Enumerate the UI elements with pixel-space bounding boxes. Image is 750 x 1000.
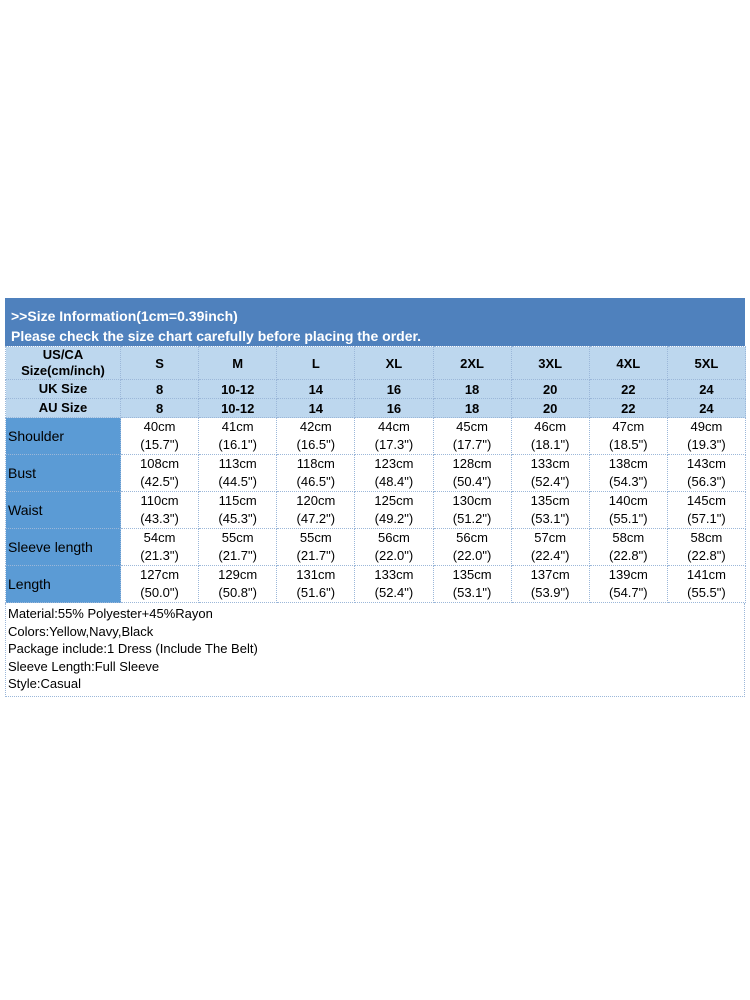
product-notes (5, 603, 745, 697)
measurement-cell (589, 529, 667, 566)
measurement-cell (121, 566, 199, 603)
inch-value: (56.3") (687, 474, 726, 489)
us-size-cell: 4XL (589, 347, 667, 380)
au-size-cell: 16 (355, 399, 433, 418)
cm-value: 118cm (296, 456, 335, 471)
measurement-cell (121, 418, 199, 455)
au-size-cell: 8 (121, 399, 199, 418)
inch-value: (53.1") (452, 585, 492, 600)
measurement-cell (355, 492, 433, 529)
inch-value: (44.5") (218, 474, 257, 489)
note-style: Style:Casual (8, 676, 81, 691)
measurement-cell (667, 418, 745, 455)
measurement-cell (433, 529, 511, 566)
inch-value: (57.1") (687, 511, 726, 526)
inch-value: (54.7") (609, 585, 648, 600)
note-material: Material:55% Polyester+45%Rayon (8, 606, 213, 621)
inch-value: (48.4") (374, 474, 414, 489)
inch-value: (19.3") (687, 437, 726, 452)
inch-value: (52.4") (374, 585, 414, 600)
measurement-cell (433, 418, 511, 455)
measurement-cell (277, 455, 355, 492)
au-size-cell: 10-12 (199, 399, 277, 418)
inch-value: (55.1") (609, 511, 648, 526)
inch-value: (21.7") (296, 548, 336, 563)
measurement-cell (121, 455, 199, 492)
us-size-label (6, 347, 121, 380)
measurement-cell (355, 529, 433, 566)
measurement-cell (199, 492, 277, 529)
uk-size-row (6, 380, 746, 399)
measurement-cell (199, 566, 277, 603)
au-size-cell: 24 (667, 399, 745, 418)
uk-size-cell: 14 (277, 380, 355, 399)
measurement-cell (433, 566, 511, 603)
measurement-label: Waist (6, 492, 121, 529)
cm-value: 58cm (690, 530, 723, 545)
au-size-cell: 14 (277, 399, 355, 418)
us-size-cell: L (277, 347, 355, 380)
inch-value: (52.4") (530, 474, 570, 489)
inch-value: (54.3") (609, 474, 648, 489)
measurement-cell (433, 492, 511, 529)
header-title: >>Size Information(1cm=0.39inch) (11, 308, 238, 324)
us-label-line2: Size(cm/inch) (21, 363, 105, 378)
measurement-cell (199, 455, 277, 492)
inch-value: (21.7") (218, 548, 257, 563)
cm-value: 54cm (143, 530, 176, 545)
inch-value: (46.5") (296, 474, 336, 489)
us-size-cell: XL (355, 347, 433, 380)
inch-value: (51.2") (452, 511, 492, 526)
measurement-row (6, 418, 746, 455)
note-sleeve-length: Sleeve Length:Full Sleeve (8, 658, 160, 674)
inch-value: (50.8") (218, 585, 257, 600)
cm-value: 129cm (218, 567, 258, 582)
measurement-cell (589, 455, 667, 492)
measurement-cell (511, 566, 589, 603)
inch-value: (53.9") (530, 585, 570, 600)
uk-size-cell: 20 (511, 380, 589, 399)
uk-size-cell: 24 (667, 380, 745, 399)
inch-value: (51.6") (296, 585, 336, 600)
uk-size-cell: 10-12 (199, 380, 277, 399)
inch-value: (42.5") (140, 474, 179, 489)
measurement-cell (589, 566, 667, 603)
size-info-header (5, 298, 745, 346)
inch-value: (18.5") (609, 437, 648, 452)
measurement-cell (277, 566, 355, 603)
measurement-cell (199, 418, 277, 455)
measurement-cell (355, 418, 433, 455)
au-size-cell: 20 (511, 399, 589, 418)
uk-size-label: UK Size (6, 380, 121, 399)
measurement-label: Bust (6, 455, 121, 492)
inch-value: (47.2") (296, 511, 336, 526)
cm-value: 133cm (530, 456, 570, 471)
cm-value: 47cm (612, 419, 645, 434)
measurement-cell (433, 455, 511, 492)
cm-value: 57cm (534, 530, 567, 545)
measurement-cell (355, 566, 433, 603)
cm-value: 41cm (221, 419, 254, 434)
measurement-cell (355, 455, 433, 492)
note-package: Package include:1 Dress (Include The Belt) (8, 641, 258, 656)
measurement-cell (199, 529, 277, 566)
uk-size-cell: 18 (433, 380, 511, 399)
measurement-label: Sleeve length (6, 529, 121, 566)
inch-value: (22.8") (609, 548, 648, 563)
measurement-cell (667, 455, 745, 492)
cm-value: 55cm (221, 530, 254, 545)
cm-value: 128cm (452, 456, 492, 471)
cm-value: 42cm (299, 419, 332, 434)
measurement-row (6, 492, 746, 529)
cm-value: 45cm (456, 419, 488, 434)
us-size-cell: 2XL (433, 347, 511, 380)
cm-value: 115cm (218, 493, 257, 508)
measurement-cell (667, 529, 745, 566)
measurement-cell (511, 529, 589, 566)
us-size-cell: 3XL (511, 347, 589, 380)
inch-value: (17.3") (374, 437, 414, 452)
measurement-cell (121, 492, 199, 529)
measurement-label: Shoulder (6, 418, 121, 455)
cm-value: 58cm (612, 530, 645, 545)
uk-size-cell: 16 (355, 380, 433, 399)
measurement-cell (667, 492, 745, 529)
size-table (5, 346, 746, 603)
cm-value: 56cm (378, 530, 410, 545)
cm-value: 123cm (374, 456, 414, 471)
inch-value: (17.7") (452, 437, 492, 452)
us-size-cell: M (199, 347, 277, 380)
cm-value: 108cm (140, 456, 180, 471)
measurement-cell (277, 492, 355, 529)
cm-value: 137cm (530, 567, 570, 582)
cm-value: 49cm (690, 419, 723, 434)
cm-value: 138cm (608, 456, 648, 471)
cm-value: 145cm (686, 493, 726, 508)
au-size-cell: 22 (589, 399, 667, 418)
us-label-line1: US/CA (42, 347, 84, 362)
inch-value: (15.7") (140, 437, 179, 452)
header-subtitle: Please check the size chart carefully before placing the order. (11, 328, 422, 344)
measurement-row (6, 566, 746, 603)
cm-value: 127cm (140, 567, 180, 582)
cm-value: 55cm (299, 530, 332, 545)
cm-value: 56cm (456, 530, 488, 545)
cm-value: 135cm (452, 567, 492, 582)
au-size-row (6, 399, 746, 418)
cm-value: 131cm (296, 567, 336, 582)
measurement-label: Length (6, 566, 121, 603)
cm-value: 113cm (218, 456, 257, 471)
uk-size-cell: 8 (121, 380, 199, 399)
cm-value: 143cm (686, 456, 726, 471)
cm-value: 140cm (608, 493, 648, 508)
us-size-cell: S (121, 347, 199, 380)
measurement-cell (589, 418, 667, 455)
cm-value: 40cm (143, 419, 176, 434)
measurement-row (6, 455, 746, 492)
inch-value: (22.0") (452, 548, 492, 563)
cm-value: 125cm (374, 493, 414, 508)
inch-value: (22.4") (530, 548, 570, 563)
au-size-label: AU Size (6, 399, 121, 418)
measurement-cell (277, 529, 355, 566)
note-colors: Colors:Yellow,Navy,Black (8, 623, 154, 639)
measurement-cell (277, 418, 355, 455)
us-size-cell: 5XL (667, 347, 745, 380)
inch-value: (43.3") (140, 511, 179, 526)
measurement-cell (121, 529, 199, 566)
cm-value: 46cm (534, 419, 567, 434)
inch-value: (16.1") (218, 437, 257, 452)
cm-value: 110cm (140, 493, 179, 508)
cm-value: 141cm (686, 567, 726, 582)
inch-value: (16.5") (296, 437, 336, 452)
inch-value: (49.2") (374, 511, 414, 526)
measurement-rows (6, 418, 746, 603)
measurement-row (6, 529, 746, 566)
inch-value: (22.0") (374, 548, 414, 563)
measurement-cell (511, 418, 589, 455)
measurement-cell (667, 566, 745, 603)
inch-value: (45.3") (218, 511, 257, 526)
cm-value: 120cm (296, 493, 336, 508)
cm-value: 44cm (378, 419, 410, 434)
inch-value: (18.1") (530, 437, 570, 452)
measurement-cell (511, 492, 589, 529)
measurement-cell (589, 492, 667, 529)
cm-value: 139cm (608, 567, 648, 582)
inch-value: (22.8") (687, 548, 726, 563)
inch-value: (21.3") (140, 548, 179, 563)
inch-value: (50.0") (140, 585, 179, 600)
us-size-row (6, 347, 746, 380)
cm-value: 130cm (452, 493, 492, 508)
cm-value: 135cm (530, 493, 570, 508)
cm-value: 133cm (374, 567, 414, 582)
inch-value: (55.5") (687, 585, 726, 600)
measurement-cell (511, 455, 589, 492)
inch-value: (50.4") (452, 474, 492, 489)
size-chart (5, 298, 745, 697)
au-size-cell: 18 (433, 399, 511, 418)
inch-value: (53.1") (530, 511, 570, 526)
uk-size-cell: 22 (589, 380, 667, 399)
